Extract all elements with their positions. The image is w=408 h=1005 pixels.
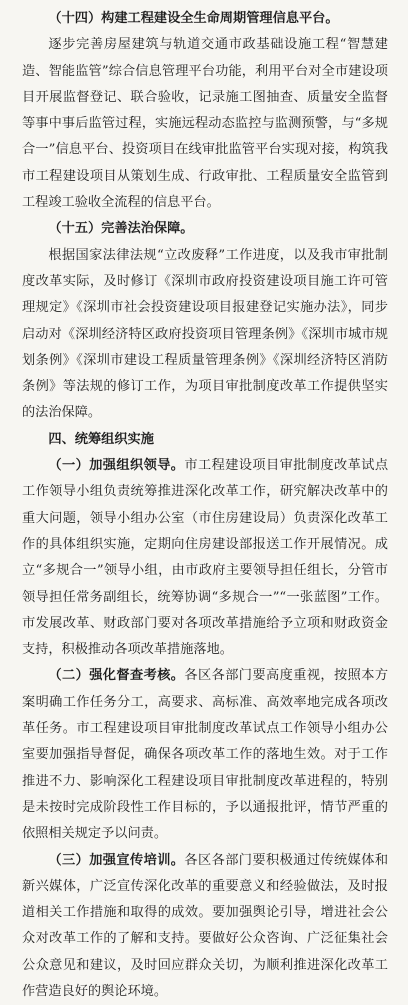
p3-title: （三）加强宣传培训。 xyxy=(48,853,184,868)
p3-body: 各区各部门要积极通过传统媒体和新兴媒体，广泛宣传深化改革的重要意义和经验做法，及时报道相关工作措施和取得的成效。要加强舆论引导，增进社会公众对改革工作的了解和支持。要做好公众咨询、广泛征集社会公众意见和建议，及时回应群众关切，为顺利推进深化改革工作营造良好的舆论环境。 xyxy=(22,853,388,999)
item14-title: （十四）构建工程建设全生命周期管理信息平台。 xyxy=(22,6,388,32)
p1-body: 市工程建设项目审批制度改革试点工作领导小组负责统筹推进深化改革工作，研究解决改革中的重大问题，领导小组办公室（市住房建设局）负责深化改革工作的具体组织实施，定期向住房建设部报送工作开展情况。成立“多规合一”领导小组，由市政府主要领导担任组长，分管市领导担任常务副组长，统筹协调“多规合一”“一张蓝图”工作。市发展改革、财政部门要对各项改革措施给予立项和财政资金支持，积极推动各项改革措施落地。 xyxy=(22,458,388,657)
p1-paragraph xyxy=(22,453,388,663)
p2-body: 各区各部门要高度重视，按照本方案明确工作任务分工，高要求、高标准、高效率地完成各项改革任务。市工程建设项目审批制度改革试点工作领导小组办公室要加强指导督促，确保各项改革工作的落地生效。对于工作推进不力、影响深化工程建设项目审批制度改革进程的，特别是未按时完成阶段性工作目标的，予以通报批评，情节严重的依照相关规定予以问责。 xyxy=(22,668,388,841)
item15-body: 根据国家法律法规“立改废释”工作进度，以及我市审批制度改革实际，及时修订《深圳市政府投资建设项目施工许可管理规定》《深圳市社会投资建设项目报建登记实施办法》，同步启动对《深圳经济特区政府投资项目管理条例》《深圳市城市规划条例》《深圳市建设工程质量管理条例》《深圳经济特区消防条例》等法规的修订工作，为项目审批制度改革工作提供坚实的法治保障。 xyxy=(22,243,388,427)
item14-body: 逐步完善房屋建筑与轨道交通市政基础设施工程“智慧建造、智能监管”综合信息管理平台功能，利用平台对全市建设项目开展监督登记、联合验收，记录施工图抽查、质量安全监督等事中事后监管过程，实施远程动态监控与监测预警，与“多规合一”信息平台、投资项目在线审批监管平台实现对接，构筑我市工程建设项目从策划生成、行政审批、工程质量安全监管到工程竣工验收全流程的信息平台。 xyxy=(22,32,388,216)
section4-heading: 四、统筹组织实施 xyxy=(22,427,388,453)
p1-title: （一）加强组织领导。 xyxy=(48,458,184,473)
item15-title: （十五）完善法治保障。 xyxy=(22,216,388,242)
p3-paragraph xyxy=(22,848,388,1005)
p2-paragraph xyxy=(22,663,388,847)
p2-title: （二）强化督查考核。 xyxy=(48,668,184,683)
